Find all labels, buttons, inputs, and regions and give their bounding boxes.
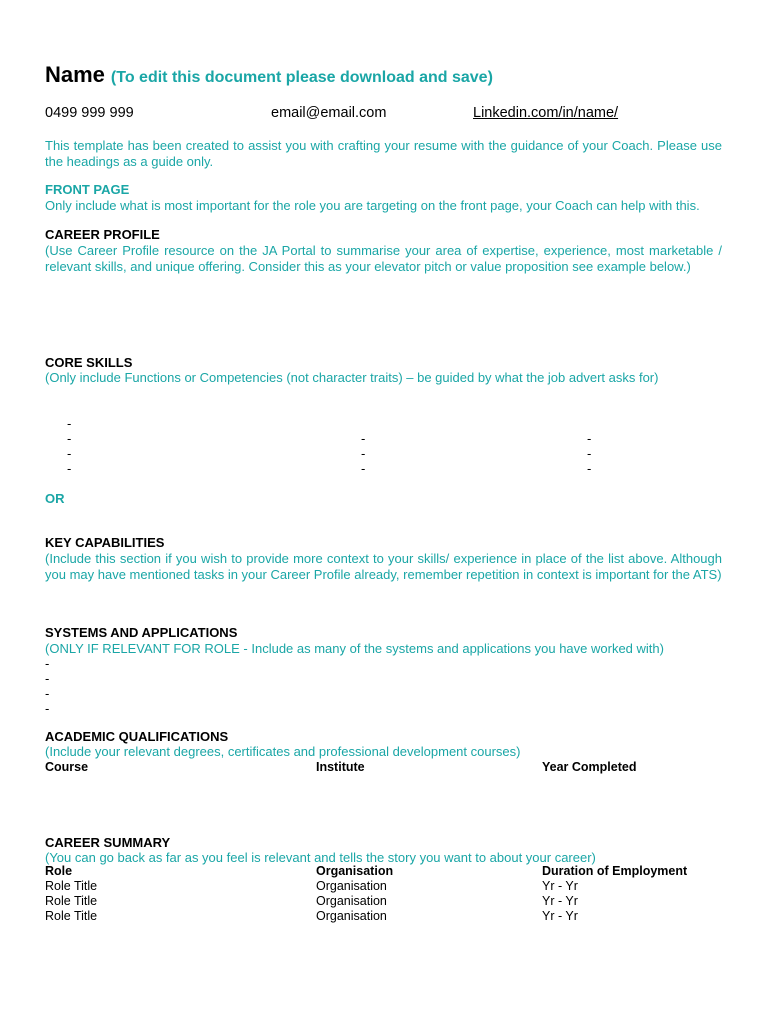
key-capabilities-text: (Include this section if you wish to provide more context to your skills/ experience in place of the list above. Although you may have mentioned tasks in your Career Profile already, remember repetition in context is important for the ATS)	[45, 551, 722, 582]
career-summary-heading: CAREER SUMMARY	[45, 835, 171, 850]
systems-text: (ONLY IF RELEVANT FOR ROLE - Include as many of the systems and applications you have worked with)	[45, 641, 664, 656]
organisation-cell: Organisation	[316, 894, 387, 908]
duration-cell: Yr - Yr	[542, 909, 578, 923]
list-item: -	[361, 446, 366, 461]
career-profile-heading: CAREER PROFILE	[45, 227, 160, 242]
column-header-organisation: Organisation	[316, 864, 394, 878]
column-header-role: Role	[45, 864, 73, 878]
academic-header-row	[45, 760, 636, 775]
systems-heading: SYSTEMS AND APPLICATIONS	[45, 625, 238, 640]
career-profile-text: (Use Career Profile resource on the JA Portal to summarise your area of expertise, experience, most marketable / relevant skills, and unique offering. Consider this as your elevator pitch or value proposition see example below.)	[45, 243, 722, 274]
core-skills-text: (Only include Functions or Competencies (not character traits) – be guided by what the job advert asks for)	[45, 370, 659, 385]
list-item: -	[45, 686, 50, 701]
core-skills-col3	[587, 431, 591, 476]
core-skills-col1	[67, 416, 71, 476]
list-item: -	[361, 461, 366, 476]
role-cell: Role Title	[45, 909, 98, 923]
core-skills-heading: CORE SKILLS	[45, 355, 133, 370]
duration-cell: Yr - Yr	[542, 879, 578, 893]
career-summary-table	[45, 864, 687, 924]
front-page-heading: FRONT PAGE	[45, 182, 130, 197]
table-row	[45, 909, 687, 924]
list-item: -	[45, 701, 50, 716]
list-item: -	[587, 431, 592, 446]
key-capabilities-heading: KEY CAPABILITIES	[45, 535, 165, 550]
duration-cell: Yr - Yr	[542, 894, 578, 908]
list-item: -	[45, 671, 50, 686]
academic-text: (Include your relevant degrees, certificates and professional development courses)	[45, 744, 521, 759]
edit-note: (To edit this document please download and save)	[110, 69, 493, 86]
table-row	[45, 894, 687, 909]
list-item: -	[587, 461, 592, 476]
linkedin-link[interactable]: Linkedin.com/in/name/	[473, 105, 619, 121]
column-header-institute: Institute	[316, 760, 365, 774]
list-item: -	[361, 431, 366, 446]
column-header-course: Course	[45, 760, 89, 774]
core-skills-col2	[361, 431, 365, 476]
or-label: OR	[45, 491, 65, 506]
list-item: -	[67, 416, 72, 431]
email-address: email@email.com	[271, 105, 387, 121]
column-header-duration: Duration of Employment	[542, 864, 688, 878]
name-heading: Name	[45, 62, 105, 87]
organisation-cell: Organisation	[316, 909, 387, 923]
academic-heading: ACADEMIC QUALIFICATIONS	[45, 729, 229, 744]
systems-list	[45, 656, 49, 716]
resume-title	[45, 62, 493, 91]
table-header-row	[45, 864, 687, 879]
list-item: -	[67, 431, 72, 446]
role-cell: Role Title	[45, 894, 98, 908]
list-item: -	[45, 656, 50, 671]
list-item: -	[67, 446, 72, 461]
phone-number: 0499 999 999	[45, 105, 134, 121]
career-summary-text: (You can go back as far as you feel is relevant and tells the story you want to about your career)	[45, 850, 596, 865]
front-page-text: Only include what is most important for the role you are targeting on the front page, your Coach can help with this.	[45, 198, 700, 213]
role-cell: Role Title	[45, 879, 98, 893]
list-item: -	[587, 446, 592, 461]
list-item: -	[67, 461, 72, 476]
organisation-cell: Organisation	[316, 879, 387, 893]
intro-text: This template has been created to assist you with crafting your resume with the guidance of your Coach. Please use the headings as a guide only.	[45, 138, 722, 169]
column-header-year: Year Completed	[542, 760, 637, 774]
table-row	[45, 879, 687, 894]
